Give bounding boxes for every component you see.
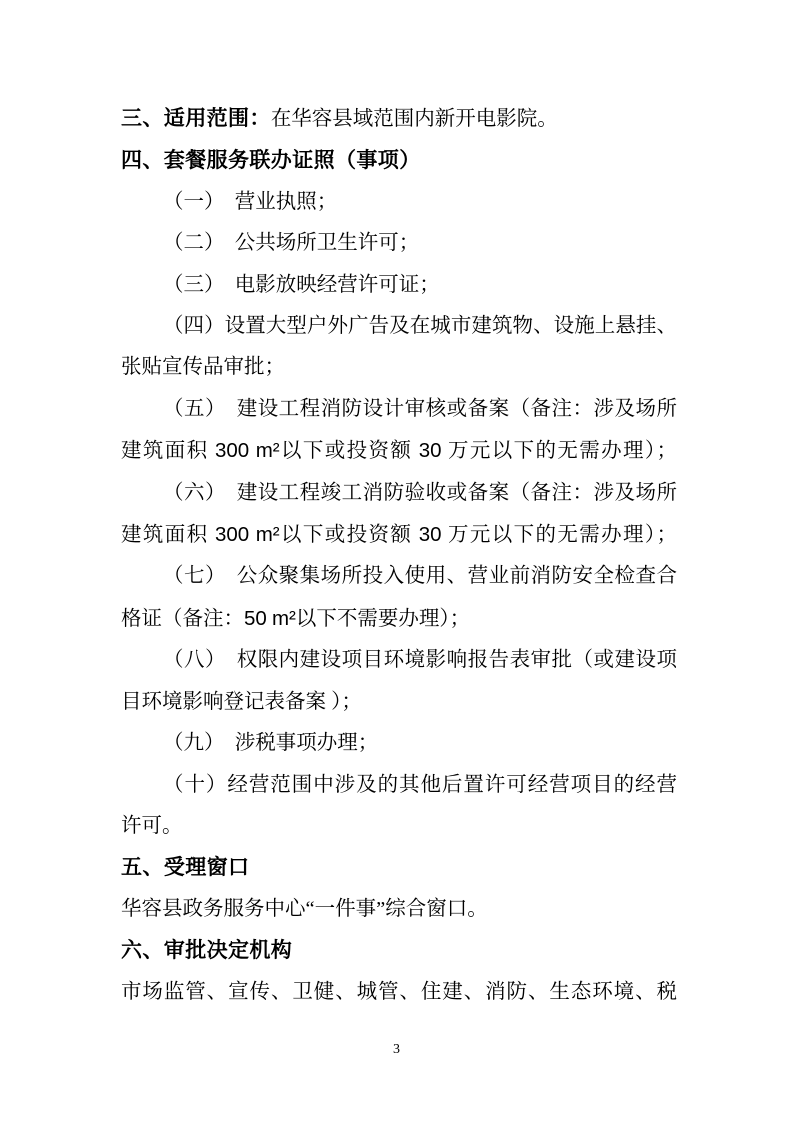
- document-body: [121, 98, 677, 1013]
- heading-approval-authority: 六、审批决定机构: [121, 939, 293, 963]
- item-1: （一） 营业执照；: [163, 190, 338, 213]
- heading-bundle-items: 四、套餐服务联办证照（事项）: [121, 149, 421, 173]
- item-10: （十）经营范围中涉及的其他后置许可经营项目的经营: [163, 773, 677, 796]
- item-8-cont: 目环境影响登记表备案 ）；: [121, 690, 362, 713]
- latin-text: m²: [255, 439, 280, 463]
- item-5-cont: 建筑面积 300 m²以下或投资额 30 万元以下的无需办理）；: [121, 439, 678, 463]
- item-6: （六） 建设工程竣工消防验收或备案（备注：涉及场所: [163, 481, 677, 504]
- latin-text: 300: [215, 439, 250, 463]
- latin-text: 30: [418, 523, 442, 547]
- heading-body-text: 在华容县域范围内新开电影院。: [270, 108, 558, 130]
- heading-scope: [121, 98, 677, 140]
- heading-acceptance-window: 五、受理窗口: [121, 856, 250, 880]
- latin-text: 300: [215, 523, 250, 547]
- item-7-cont: 格证（备注：50 m²以下不需要办理）；: [121, 606, 471, 630]
- heading-label: 三、适用范围：: [121, 107, 271, 130]
- item-6-cont: 建筑面积 300 m²以下或投资额 30 万元以下的无需办理）；: [121, 523, 678, 547]
- latin-text: 50: [244, 606, 267, 630]
- item-3: （三） 电影放映经营许可证；: [163, 273, 440, 296]
- latin-text: m²: [271, 606, 296, 630]
- item-8: （八） 权限内建设项目环境影响报告表审批（或建设项: [163, 649, 677, 672]
- latin-text: 30: [418, 439, 442, 463]
- item-4: （四）设置大型户外广告及在城市建筑物、设施上悬挂、: [163, 315, 677, 338]
- page-number: 3: [393, 1042, 400, 1057]
- item-7: （七） 公众聚集场所投入使用、营业前消防安全检查合: [163, 565, 677, 588]
- latin-text: m²: [255, 523, 280, 547]
- approval-authority-text: 市场监管、宣传、卫健、城管、住建、消防、生态环境、税: [121, 980, 677, 1003]
- item-10-cont: 许可。: [121, 814, 183, 837]
- acceptance-window-text: 华容县政务服务中心“一件事”综合窗口。: [121, 897, 488, 920]
- item-9: （九） 涉税事项办理；: [163, 732, 379, 755]
- item-4-cont: 张贴宣传品审批；: [121, 356, 285, 379]
- item-2: （二） 公共场所卫生许可；: [163, 232, 420, 255]
- item-5: （五） 建设工程消防设计审核或备案（备注：涉及场所: [163, 397, 677, 420]
